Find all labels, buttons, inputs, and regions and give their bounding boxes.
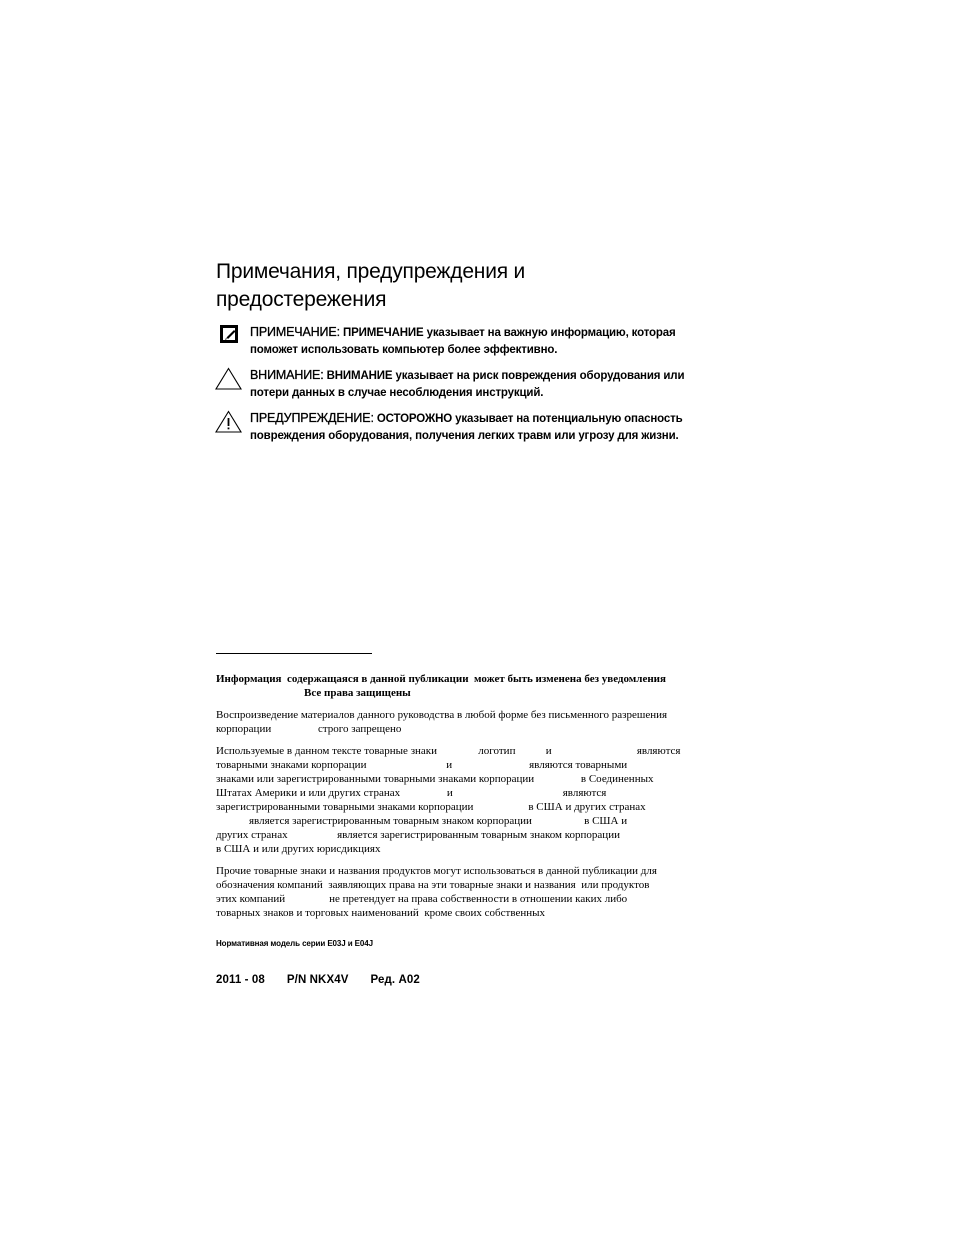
legal-tm-line: является зарегистрированным товарным знаком корпорации в США и <box>216 815 628 827</box>
footer-date: 2011 - 08 <box>216 974 265 986</box>
note-text-line1: ПРИМЕЧАНИЕ указывает на важную информацию, которая <box>342 327 676 339</box>
legal-other-line: Прочие товарные знаки и названия продуктов могут использоваться в данной публикации для <box>216 865 657 877</box>
warning-text-line2: повреждения оборудования, получения легких травм или угрозу для жизни. <box>250 430 679 442</box>
legal-tm-line: зарегистрированными товарными знаками корпорации в США и других странах <box>216 801 646 813</box>
legal-info-line1: Информация содержащаяся в данной публикации может быть изменена без уведомления <box>216 673 666 685</box>
legal-other-line: товарных знаков и торговых наименований кроме своих собственных <box>216 907 546 919</box>
legal-repro-line2: корпорации строго запрещено <box>216 723 402 735</box>
footnote-divider <box>216 653 372 654</box>
legal-other-line: этих компаний не претендует на права собственности в отношении каких либо <box>216 893 628 905</box>
note-pencil-icon <box>214 324 244 350</box>
caution-label: ВНИМАНИЕ: <box>250 368 324 382</box>
legal-other-trademarks-paragraph <box>216 864 716 920</box>
legal-trademarks-paragraph <box>216 744 716 856</box>
warning-exclamation-icon <box>214 410 244 436</box>
caution-text-line1: ВНИМАНИЕ указывает на риск повреждения оборудования или <box>326 370 685 382</box>
page-title-line1: Примечания, предупреждения и <box>216 260 526 283</box>
document-footer <box>216 974 442 986</box>
legal-info-line2: Все права защищены <box>304 687 411 699</box>
legal-tm-line: Штатах Америки и или других странах и являются <box>216 787 607 799</box>
warning-text-line1: ОСТОРОЖНО указывает на потенциальную опасность <box>376 413 683 425</box>
legal-info-paragraph <box>216 672 716 700</box>
footer-part-number: P/N NKX4V <box>286 974 349 986</box>
legal-other-line: обозначения компаний заявляющих права на эти товарные знаки и названия или продуктов <box>216 879 650 891</box>
page-title-line2: предостережения <box>216 288 387 311</box>
note-label: ПРИМЕЧАНИЕ: <box>250 325 340 339</box>
legal-tm-line: товарными знаками корпорации и являются товарными <box>216 759 628 771</box>
footer-revision: Ред. A02 <box>370 974 420 986</box>
legal-reproduction-paragraph <box>216 708 716 736</box>
note-text-line2: поможет использовать компьютер более эффективно. <box>250 344 558 356</box>
regulatory-model: Нормативная модель серии E03J и E04J <box>216 939 373 948</box>
legal-repro-line1: Воспроизведение материалов данного руководства в любой форме без письменного разрешения <box>216 709 668 721</box>
legal-tm-line: в США и или других юрисдикциях <box>216 843 381 855</box>
page-title <box>216 258 736 314</box>
legal-tm-line: других странах является зарегистрированным товарным знаком корпорации <box>216 829 620 841</box>
caution-text-line2: потери данных в случае несоблюдения инструкций. <box>250 387 544 399</box>
legal-tm-line: знаками или зарегистрированными товарными знаками корпорации в Соединенных <box>216 773 654 785</box>
caution-triangle-icon <box>214 367 244 393</box>
warning-label: ПРЕДУПРЕЖДЕНИЕ: <box>250 411 374 425</box>
legal-tm-line: Используемые в данном тексте товарные знаки логотип и являются <box>216 745 681 757</box>
